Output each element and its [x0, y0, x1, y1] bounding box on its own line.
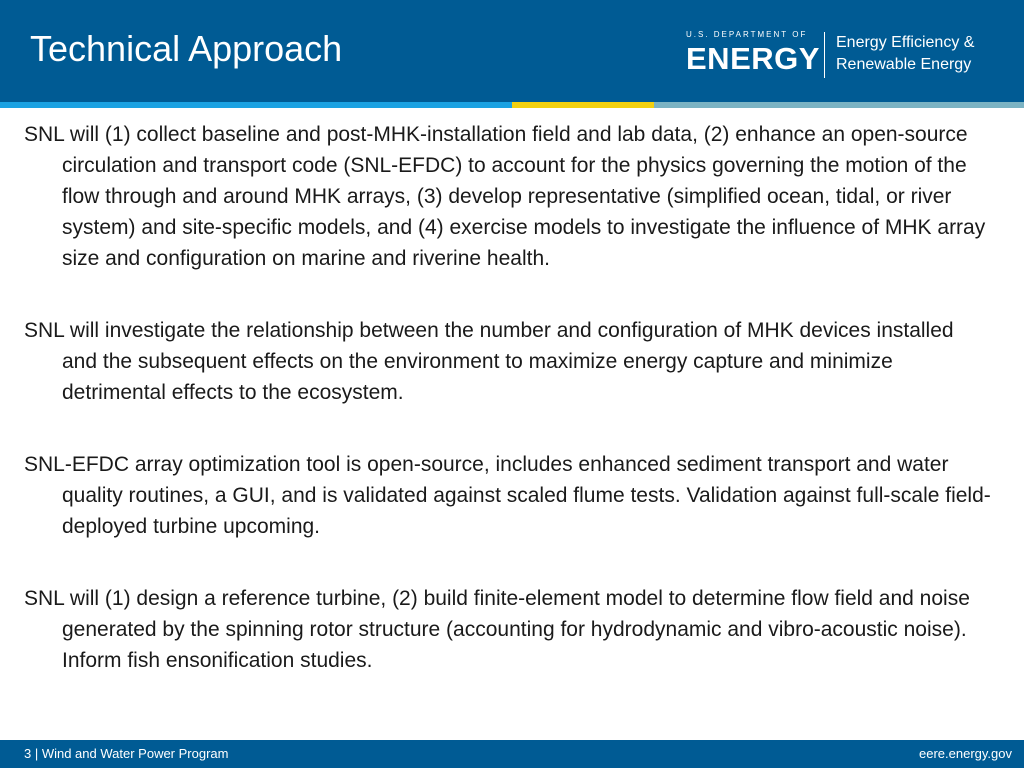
body-paragraph: SNL will investigate the relationship between the number and configuration of MHK devices installed and the subsequent effects on the environment to maximize energy capture and minimize detrimental effects to the ecosystem.: [24, 319, 954, 404]
slide-footer: [0, 740, 1024, 768]
footer-program-label: 3 | Wind and Water Power Program: [24, 746, 229, 761]
logo-office-line-1: Energy Efficiency &: [836, 34, 975, 51]
body-paragraph: SNL-EFDC array optimization tool is open-source, includes enhanced sediment transport and water quality routines, a GUI, and is validated against scaled flume tests. Validation against full-scale field-deployed turbine upcoming.: [24, 453, 991, 538]
body-paragraph: SNL will (1) design a reference turbine, (2) build finite-element model to determine flow field and noise generated by the spinning rotor structure (accounting for hydrodynamic and vibro-acoustic noise). Inform fish ensonification studies.: [24, 587, 970, 672]
logo-office-line-2: Renewable Energy: [836, 56, 972, 73]
logo-divider: [824, 32, 825, 78]
header-accent-bar: [0, 102, 1024, 108]
body-paragraph: SNL will (1) collect baseline and post-MHK-installation field and lab data, (2) enhance an open-source circulation and transport code (SNL-EFDC) to account for the physics governing the motion of the flow through and around MHK arrays, (3) develop representative (simplified ocean, tidal, or river system) and site-specific models, and (4) exercise models to investigate the influence of MHK array size and configuration on marine and riverine health.: [24, 123, 986, 270]
accent-segment-teal: [654, 102, 1024, 108]
doe-eere-logo: [686, 30, 1006, 80]
logo-office-name: [836, 32, 974, 76]
footer-website: eere.energy.gov: [919, 746, 1012, 761]
accent-segment-yellow: [512, 102, 654, 108]
slide-header: [0, 0, 1024, 102]
logo-energy-wordmark: ENERGY: [686, 41, 820, 76]
accent-segment-blue: [0, 102, 512, 108]
slide-title: Technical Approach: [30, 28, 343, 69]
slide-body: [24, 119, 994, 717]
logo-department-text: U.S. DEPARTMENT OF: [686, 30, 808, 39]
